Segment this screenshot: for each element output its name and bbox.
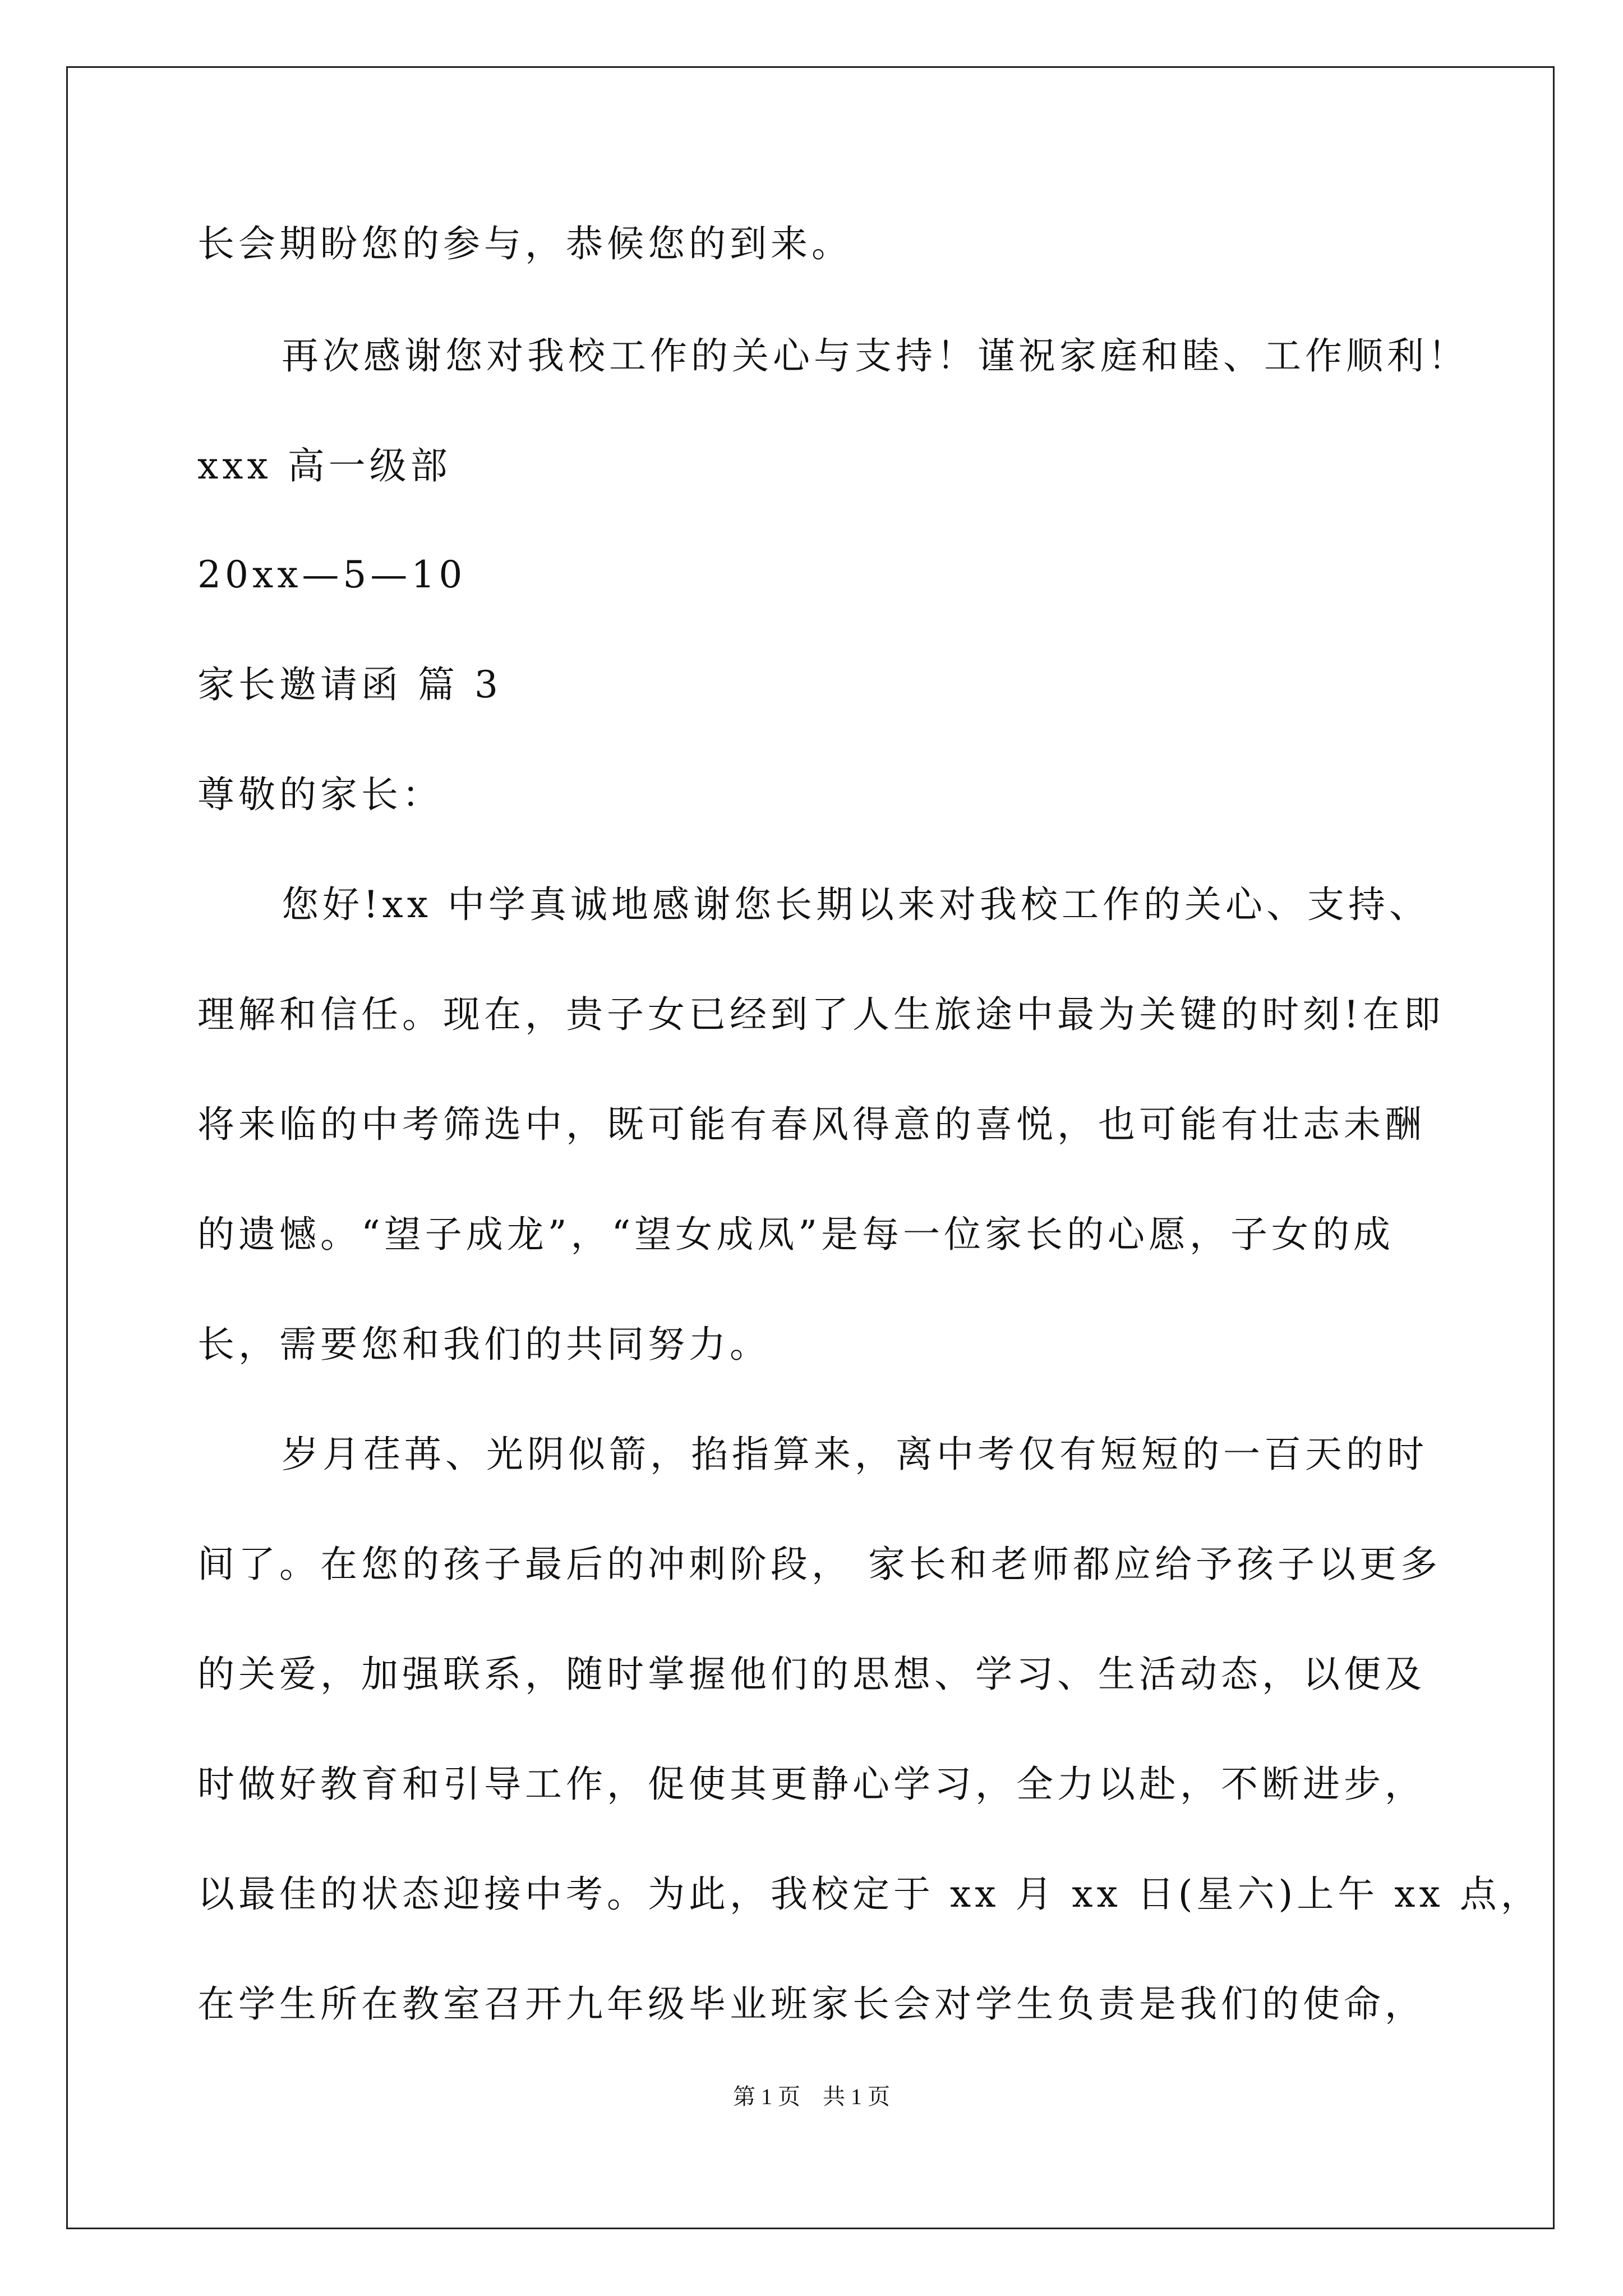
signature-date: 20xx—5—10 [197, 553, 467, 596]
text-line: 长，需要您和我们的共同努力。 [197, 1323, 771, 1366]
salutation: 尊敬的家长： [197, 773, 443, 816]
text-line: 以最佳的状态迎接中考。为此，我校定于 xx 月 xx 日(星六)上午 xx 点， [197, 1872, 1542, 1916]
text-line: 时做好教育和引导工作，促使其更静心学习，全力以赴，不断进步， [197, 1763, 1426, 1806]
text-line: 的关爱，加强联系，随时掌握他们的思想、学习、生活动态，以便及 [197, 1653, 1426, 1696]
text-line: 长会期盼您的参与，恭候您的到来。 [197, 222, 852, 265]
text-line: 的遗憾。“望子成龙”，“望女成凤”是每一位家长的心愿，子女的成 [197, 1213, 1394, 1256]
signature-dept: xxx 高一级部 [197, 444, 451, 487]
text-line: 间了。在您的孩子最后的冲刺阶段， 家长和老师都应给予孩子以更多 [197, 1543, 1441, 1586]
text-line: 岁月荏苒、光阴似箭，掐指算来，离中考仅有短短的一百天的时 [282, 1433, 1428, 1476]
page-number-footer: 第 1 页 共 1 页 [733, 2084, 890, 2109]
section-heading: 家长邀请函 篇 3 [197, 663, 502, 706]
text-line: 在学生所在教室召开九年级毕业班家长会对学生负责是我们的使命， [197, 1982, 1426, 2026]
text-line: 理解和信任。现在，贵子女已经到了人生旅途中最为关键的时刻!在即 [197, 993, 1445, 1036]
text-line: 您好!xx 中学真诚地感谢您长期以来对我校工作的关心、支持、 [282, 883, 1430, 926]
text-line: 将来临的中考筛选中，既可能有春风得意的喜悦，也可能有壮志未酬 [197, 1103, 1426, 1146]
text-line: 再次感谢您对我校工作的关心与支持！谨祝家庭和睦、工作顺利！ [282, 334, 1469, 378]
